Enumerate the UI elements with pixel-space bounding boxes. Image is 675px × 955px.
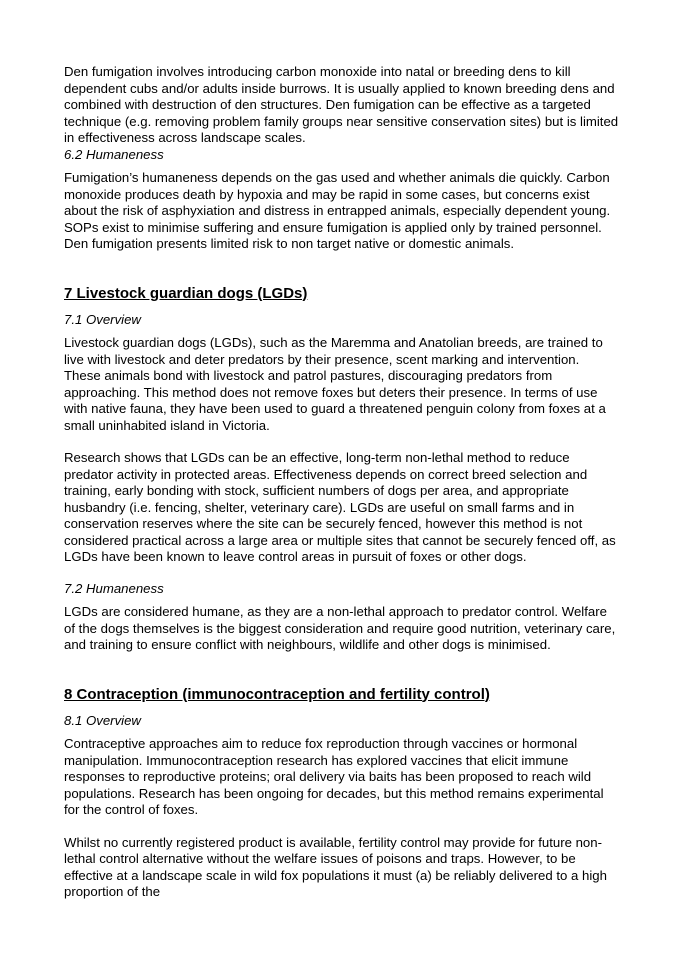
document-page — [64, 64, 619, 901]
section-7-2-heading: 7.2 Humaneness — [64, 580, 164, 596]
den-fumigation-overview-paragraph: Den fumigation involves introducing carbon monoxide into natal or breeding dens to kill dependent cubs and/or adults inside burrows. It is usually applied to known breeding dens and combined with destruction of den structures. Den fumigation can be effective as a targeted technique (e.g. removing problem family groups near sensitive conservation sites) but is limited in effectiveness across landscape scales. — [64, 64, 619, 145]
den-fumigation-humaneness-paragraph: Fumigation’s humaneness depends on the gas used and whether animals die quickly. Carbon monoxide produces death by hypoxia and may be rapid in some cases, but concerns exist about the risk of asphyxiation and distress in entrapped animals, especially dependent young. SOPs exist to minimise suffering and ensure fumigation is applied only by trained personnel. Den fumigation presents limited risk to non target native or domestic animals. — [64, 170, 611, 251]
lgd-overview-paragraph-1: Livestock guardian dogs (LGDs), such as the Maremma and Anatolian breeds, are trained to live with livestock and deter predators by their presence, scent marking and intervention. These animals bond with livestock and patrol pastures, discouraging predators from approaching. This method does not remove foxes but deters their presence. In terms of use with native fauna, they have been used to guard a threatened penguin colony from foxes at a small uninhabited island in Victoria. — [64, 335, 606, 433]
lgd-humaneness-paragraph: LGDs are considered humane, as they are a non-lethal approach to predator control. Welfare of the dogs themselves is the biggest consideration and require good nutrition, veterinary care, and training to ensure conflict with neighbours, wildlife and other dogs is minimised. — [64, 604, 616, 652]
lgd-overview-paragraph-2: Research shows that LGDs can be an effective, long-term non-lethal method to reduce predator activity in protected areas. Effectiveness depends on correct breed selection and training, early bonding with stock, sufficient numbers of dogs per area, and appropriate husbandry (i.e. fencing, shelter, veterinary care). LGDs are useful on small farms and in conservation reserves where the site can be securely fenced, however this method is not considered practical across a large area or multiple sites that cannot be securely fenced off, as LGDs have been known to leave control areas in pursuit of foxes or other dogs. — [64, 450, 616, 564]
section-7-heading: 7 Livestock guardian dogs (LGDs) — [64, 284, 308, 302]
section-8-heading: 8 Contraception (immunocontraception and fertility control) — [64, 685, 490, 703]
contraception-overview-paragraph-1: Contraceptive approaches aim to reduce fox reproduction through vaccines or hormonal manipulation. Immunocontraception research has explored vaccines that elicit immune responses to reproductive proteins; oral delivery via baits has been proposed to reach wild populations. Research has been ongoing for decades, but this method remains experimental for the control of foxes. — [64, 736, 604, 817]
section-7-1-heading: 7.1 Overview — [64, 311, 141, 327]
section-6-2-heading: 6.2 Humaneness — [64, 146, 164, 162]
section-8-1-heading: 8.1 Overview — [64, 712, 141, 728]
contraception-overview-paragraph-2: Whilst no currently registered product is available, fertility control may provide for future non-lethal control alternative without the welfare issues of poisons and traps. However, to be effective at a landscape scale in wild fox populations it must (a) be reliably delivered to a high proportion of the — [64, 834, 607, 899]
